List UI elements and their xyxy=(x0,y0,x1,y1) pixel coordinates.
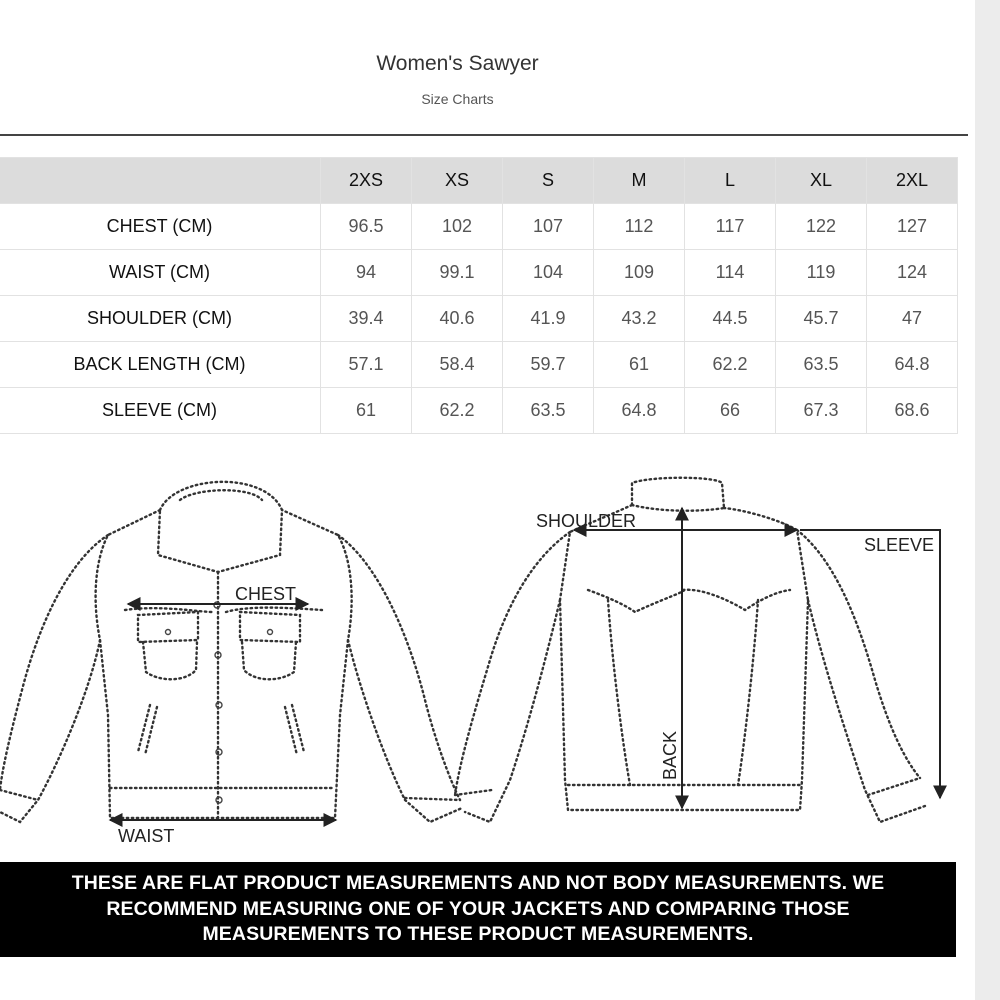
table-cell: 117 xyxy=(685,204,776,250)
size-header: L xyxy=(685,158,776,204)
shoulder-label: SHOULDER xyxy=(536,511,637,531)
header-divider xyxy=(0,134,968,136)
sleeve-label: SLEEVE xyxy=(864,535,935,555)
measurement-diagram xyxy=(0,465,975,855)
waist-label: WAIST xyxy=(118,826,175,846)
size-header: S xyxy=(503,158,594,204)
table-cell: 41.9 xyxy=(503,296,594,342)
size-header: XS xyxy=(412,158,503,204)
table-header-blank xyxy=(0,158,321,204)
table-cell: 61 xyxy=(594,342,685,388)
table-cell: 39.4 xyxy=(321,296,412,342)
table-header-row xyxy=(0,158,958,204)
table-cell: 61 xyxy=(321,388,412,434)
table-cell: 66 xyxy=(685,388,776,434)
table-row xyxy=(0,296,958,342)
table-cell: 109 xyxy=(594,250,685,296)
page-edge-strip xyxy=(975,0,1000,1000)
table-cell: 96.5 xyxy=(321,204,412,250)
table-cell: 63.5 xyxy=(776,342,867,388)
table-cell: 127 xyxy=(867,204,958,250)
table-cell: 64.8 xyxy=(594,388,685,434)
row-label: WAIST (CM) xyxy=(0,250,321,296)
size-header: M xyxy=(594,158,685,204)
page-title: Women's Sawyer xyxy=(376,52,539,75)
table-cell: 99.1 xyxy=(412,250,503,296)
measurement-notice-text: THESE ARE FLAT PRODUCT MEASUREMENTS AND NOT BODY MEASUREMENTS. WE RECOMMEND MEASURING ONE OF YOUR JACKETS AND COMPARING THOSE MEASUREMENTS TO THESE PRODUCT MEASUREMENTS. xyxy=(71,872,885,946)
table-row xyxy=(0,388,958,434)
row-label: BACK LENGTH (CM) xyxy=(0,342,321,388)
size-header: 2XS xyxy=(321,158,412,204)
row-label: SHOULDER (CM) xyxy=(0,296,321,342)
chest-label: CHEST xyxy=(235,584,297,604)
table-row xyxy=(0,204,958,250)
table-cell: 44.5 xyxy=(685,296,776,342)
table-cell: 62.2 xyxy=(685,342,776,388)
table-cell: 63.5 xyxy=(503,388,594,434)
size-header: 2XL xyxy=(867,158,958,204)
table-cell: 59.7 xyxy=(503,342,594,388)
measurement-lines xyxy=(110,508,940,820)
size-header: XL xyxy=(776,158,867,204)
table-cell: 122 xyxy=(776,204,867,250)
table-cell: 68.6 xyxy=(867,388,958,434)
size-chart-table xyxy=(0,157,958,434)
table-row xyxy=(0,342,958,388)
table-cell: 43.2 xyxy=(594,296,685,342)
table-cell: 114 xyxy=(685,250,776,296)
table-cell: 47 xyxy=(867,296,958,342)
table-cell: 112 xyxy=(594,204,685,250)
table-cell: 124 xyxy=(867,250,958,296)
table-cell: 67.3 xyxy=(776,388,867,434)
row-label: CHEST (CM) xyxy=(0,204,321,250)
table-cell: 40.6 xyxy=(412,296,503,342)
table-cell: 64.8 xyxy=(867,342,958,388)
table-cell: 119 xyxy=(776,250,867,296)
table-cell: 107 xyxy=(503,204,594,250)
table-cell: 104 xyxy=(503,250,594,296)
table-cell: 45.7 xyxy=(776,296,867,342)
table-cell: 58.4 xyxy=(412,342,503,388)
back-label: BACK xyxy=(660,730,680,780)
page-subtitle: Size Charts xyxy=(421,91,494,107)
table-cell: 62.2 xyxy=(412,388,503,434)
table-cell: 94 xyxy=(321,250,412,296)
measurement-notice-banner xyxy=(0,862,956,957)
table-cell: 102 xyxy=(412,204,503,250)
row-label: SLEEVE (CM) xyxy=(0,388,321,434)
front-jacket-illustration xyxy=(0,482,462,822)
table-cell: 57.1 xyxy=(321,342,412,388)
table-row xyxy=(0,250,958,296)
